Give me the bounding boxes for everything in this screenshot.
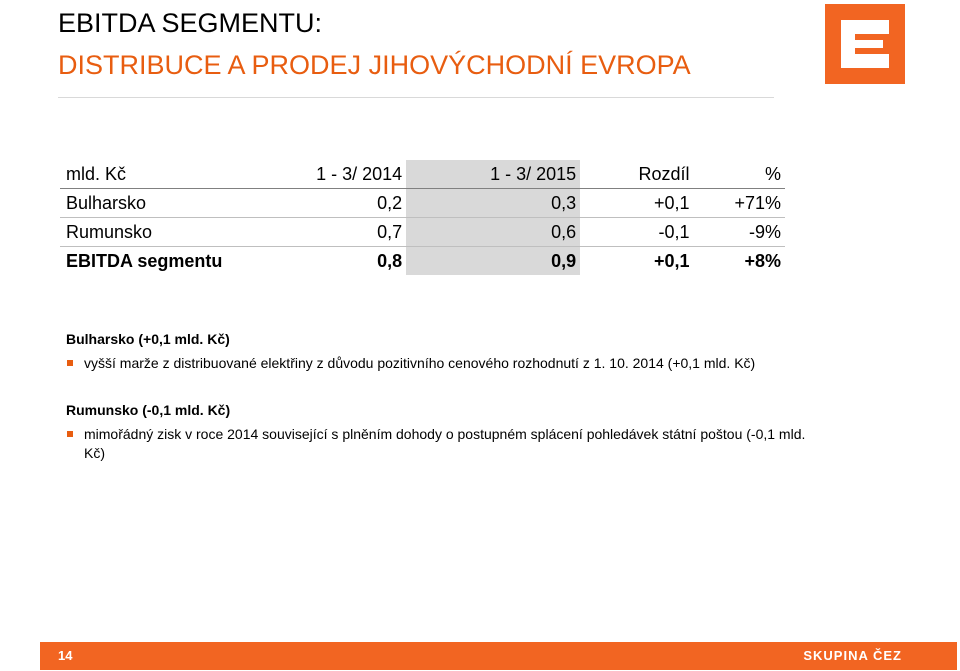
table-header-row [60,160,785,189]
header-difference: Rozdíl [580,160,693,189]
slide-subtitle: DISTRIBUCE A PRODEJ JIHOVÝCHODNÍ EVROPA [58,50,691,80]
cell-2014: 0,8 [377,251,403,271]
cell-2014: 0,2 [243,189,406,218]
brand-name: SKUPINA ČEZ [803,648,902,663]
header-2014: 1 - 3/ 2014 [243,160,406,189]
bullet-square-icon [67,360,73,366]
cez-logo-icon [825,4,905,84]
row-label: Rumunsko [60,218,243,247]
row-label: Bulharsko [60,189,243,218]
note-bullet-text: mimořádný zisk v roce 2014 související s plněním dohody o postupném splácení pohledávek státní poštou (-0,1 mld. Kč) [84,426,806,461]
header-unit: mld. Kč [60,160,243,189]
cell-percent: +71% [694,189,785,218]
header-2015: 1 - 3/ 2015 [406,160,580,189]
note-title: Bulharsko (+0,1 mld. Kč) [66,331,230,347]
note-bullet [66,425,826,463]
title-divider [58,97,774,98]
slide-title: EBITDA SEGMENTU: [58,8,323,38]
cell-difference: +0,1 [580,189,693,218]
cell-2015: 0,6 [406,218,580,247]
cell-2014: 0,7 [243,218,406,247]
note-bulharsko [66,330,826,373]
table-row [60,189,785,218]
cell-2015: 0,3 [406,189,580,218]
page-number: 14 [58,648,73,663]
bullet-square-icon [67,431,73,437]
cell-percent: -9% [694,218,785,247]
note-title: Rumunsko (-0,1 mld. Kč) [66,402,231,418]
cell-2015: 0,9 [406,247,580,276]
header-percent: % [694,160,785,189]
cell-difference: +0,1 [654,251,690,271]
cell-percent: +8% [744,251,781,271]
cell-difference: -0,1 [580,218,693,247]
table-row-total [60,247,785,276]
table-row [60,218,785,247]
ebitda-table [60,160,785,275]
footer-bar [40,642,957,670]
note-bullet [66,354,826,373]
note-bullet-text: vyšší marže z distribuované elektřiny z důvodu pozitivního cenového rozhodnutí z 1. 10. 2014 (+0,1 mld. Kč) [84,355,756,371]
row-label: EBITDA segmentu [66,251,223,271]
note-rumunsko [66,401,826,463]
